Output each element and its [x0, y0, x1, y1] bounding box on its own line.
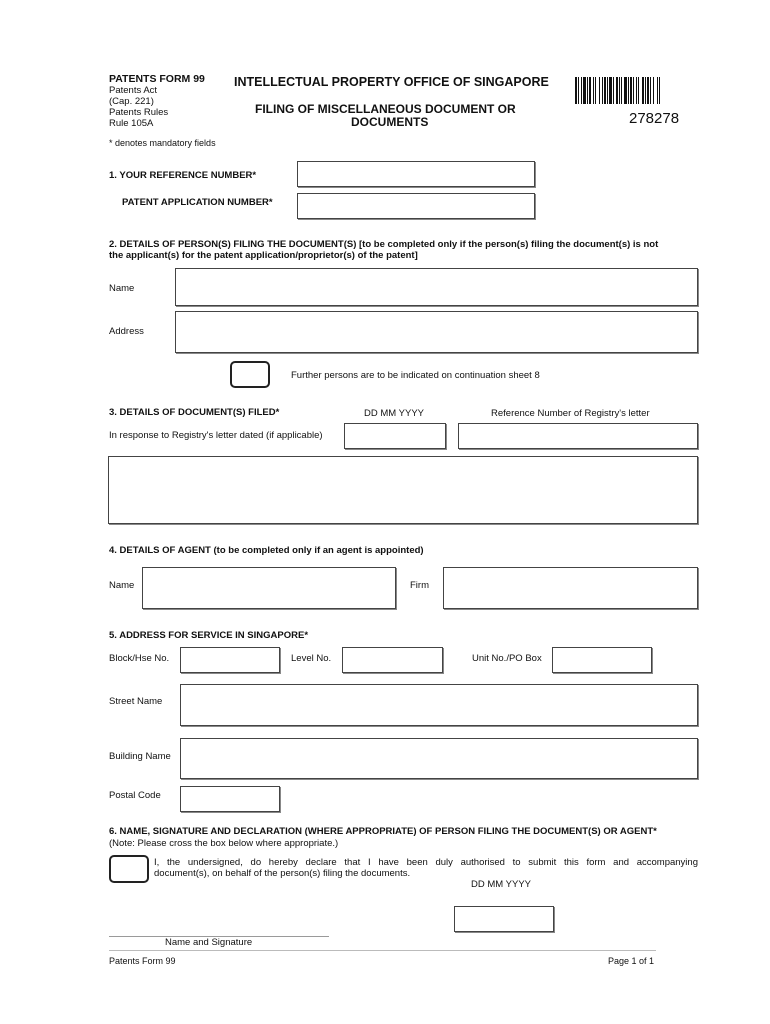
reference-number-label: 1. YOUR REFERENCE NUMBER* [109, 170, 257, 181]
date-format-label: DD MM YYYY [364, 408, 425, 419]
filer-name-label: Name [109, 283, 135, 294]
agent-name-label: Name [109, 580, 135, 591]
section4-heading: 4. DETAILS OF AGENT (to be completed only if an agent is appointed) [109, 545, 424, 556]
block-label: Block/Hse No. [109, 653, 170, 664]
street-field[interactable] [180, 684, 698, 726]
level-label: Level No. [291, 653, 332, 664]
declaration-checkbox[interactable] [109, 855, 149, 883]
footer-page-number: Page 1 of 1 [608, 956, 655, 966]
office-name: INTELLECTUAL PROPERTY OFFICE OF SINGAPORE [234, 75, 549, 89]
registry-ref-label: Reference Number of Registry's letter [491, 408, 650, 419]
block-field[interactable] [180, 647, 280, 673]
unit-field[interactable] [552, 647, 652, 673]
patent-application-number-field[interactable] [297, 193, 535, 219]
filer-address-label: Address [109, 326, 144, 337]
building-label: Building Name [109, 751, 171, 762]
declaration-date-field[interactable] [454, 906, 554, 932]
form-number: 278278 [629, 110, 680, 127]
filer-name-field[interactable] [175, 268, 698, 306]
street-label: Street Name [109, 696, 163, 707]
section3-heading: 3. DETAILS OF DOCUMENT(S) FILED* [109, 407, 280, 418]
registry-letter-date-field[interactable] [344, 423, 446, 449]
patent-application-number-label: PATENT APPLICATION NUMBER* [122, 197, 273, 208]
continuation-note: Further persons are to be indicated on continuation sheet 8 [291, 370, 540, 381]
filer-address-field[interactable] [175, 311, 698, 353]
declaration-date-format: DD MM YYYY [471, 879, 532, 890]
doc-title-line1: FILING OF MISCELLANEOUS DOCUMENT OR [255, 102, 516, 116]
postal-label: Postal Code [109, 790, 161, 801]
declaration-text: I, the undersigned, do hereby declare that I have been duly authorised to submit this form and accompanying [154, 857, 698, 868]
postal-field[interactable] [180, 786, 280, 812]
act-line: (Cap. 221) [109, 96, 154, 107]
mandatory-note: * denotes mandatory fields [109, 138, 216, 148]
section6-heading: 6. NAME, SIGNATURE AND DECLARATION (WHERE APPROPRIATE) OF PERSON FILING THE DOCUMENT(S) OR AGENT* [109, 826, 657, 837]
barcode-image [575, 77, 693, 104]
form-title: PATENTS FORM 99 [109, 73, 205, 85]
act-line: Patents Act [109, 85, 158, 96]
registry-letter-date-label: In response to Registry's letter dated (if applicable) [109, 430, 323, 441]
signature-label: Name and Signature [165, 937, 253, 948]
act-line: Rule 105A [109, 118, 154, 129]
level-field[interactable] [342, 647, 443, 673]
documents-filed-field[interactable] [108, 456, 698, 524]
reference-number-field[interactable] [297, 161, 535, 187]
section2-heading: 2. DETAILS OF PERSON(S) FILING THE DOCUMENT(S) [to be completed only if the person(s) filing the document(s) is not [109, 239, 659, 250]
section2-heading-cont: the applicant(s) for the patent application/proprietor(s) of the patent] [109, 250, 418, 261]
building-field[interactable] [180, 738, 698, 779]
footer-divider [109, 950, 656, 951]
agent-name-field[interactable] [142, 567, 396, 609]
footer-form-name: Patents Form 99 [109, 956, 176, 966]
further-persons-checkbox[interactable] [230, 361, 270, 388]
section6-note: (Note: Please cross the box below where appropriate.) [109, 838, 339, 849]
agent-firm-label: Firm [410, 580, 429, 591]
declaration-text-cont: document(s), on behalf of the person(s) filing the documents. [154, 868, 411, 879]
agent-firm-field[interactable] [443, 567, 698, 609]
section5-heading: 5. ADDRESS FOR SERVICE IN SINGAPORE* [109, 630, 309, 641]
doc-title-line2: DOCUMENTS [351, 115, 429, 129]
unit-label: Unit No./PO Box [472, 653, 542, 664]
act-line: Patents Rules [109, 107, 169, 118]
registry-ref-field[interactable] [458, 423, 698, 449]
